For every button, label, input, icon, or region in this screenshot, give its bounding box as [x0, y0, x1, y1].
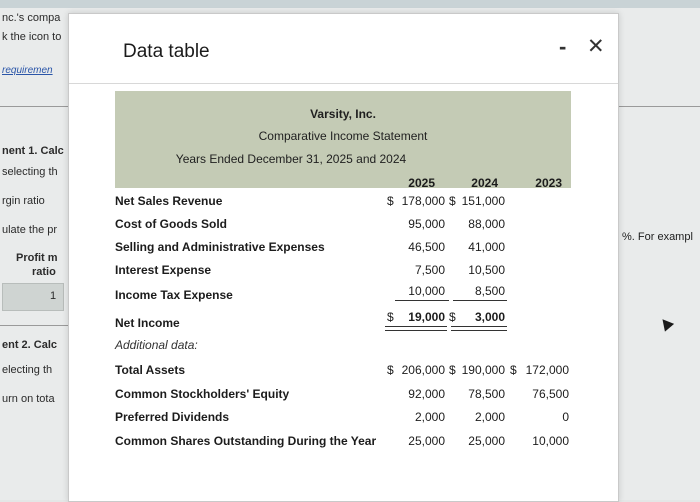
currency-symbol: $	[449, 310, 456, 324]
bg-text-2: k the icon to	[2, 31, 62, 43]
cell-shares-2024: 25,000	[468, 434, 505, 448]
bg-ratio-label: ratio	[32, 266, 56, 278]
cell-sa-2024: 41,000	[468, 240, 505, 254]
bg-text-1: nc.'s compa	[2, 12, 61, 24]
cell-cogs-2024: 88,000	[468, 217, 505, 231]
row-label-total-assets: Total Assets	[115, 363, 186, 377]
background-top-bar	[0, 0, 700, 8]
currency-symbol: $	[387, 194, 394, 208]
statement-period: Years Ended December 31, 2025 and 2024	[175, 152, 407, 166]
cell-tax-2024: 8,500	[474, 284, 505, 298]
cell-interest-2025: 7,500	[414, 263, 445, 277]
cell-interest-2024: 10,500	[468, 263, 505, 277]
year-header-2023: 2023	[535, 176, 562, 190]
bg-text-requirement-1: nent 1. Calc	[2, 145, 64, 157]
row-label-net-income: Net Income	[115, 316, 180, 330]
bg-profit-label: Profit m	[16, 252, 58, 264]
row-label-income-tax: Income Tax Expense	[115, 288, 233, 302]
company-name: Varsity, Inc.	[310, 107, 376, 121]
table-header	[115, 91, 571, 188]
row-label-common-equity: Common Stockholders' Equity	[115, 387, 290, 401]
additional-data-label: Additional data:	[115, 338, 198, 352]
minimize-button[interactable]: -	[559, 34, 567, 59]
cell-equity-2023: 76,500	[532, 387, 569, 401]
cell-total-assets-2024: 190,000	[461, 363, 505, 377]
row-label-shares-outstanding: Common Shares Outstanding During the Year	[115, 434, 377, 448]
bg-right-text: %. For exampl	[622, 231, 693, 243]
total-double-underline	[451, 326, 507, 331]
cell-total-assets-2023: 172,000	[525, 363, 569, 377]
cell-net-sales-2024: 151,000	[461, 194, 505, 208]
cell-net-income-2024: 3,000	[474, 310, 505, 324]
cell-sa-2025: 46,500	[408, 240, 445, 254]
currency-symbol: $	[510, 363, 517, 377]
bg-box-value: 1	[50, 290, 57, 302]
cell-total-assets-2025: 206,000	[401, 363, 445, 377]
subtotal-underline	[453, 300, 507, 301]
bg-text-4: rgin ratio	[2, 195, 45, 207]
modal-title: Data table	[123, 41, 210, 62]
cell-preferred-2023: 0	[562, 410, 569, 424]
currency-symbol: $	[449, 363, 456, 377]
cell-cogs-2025: 95,000	[408, 217, 445, 231]
row-label-selling-admin: Selling and Administrative Expenses	[115, 240, 325, 254]
cell-preferred-2025: 2,000	[414, 410, 445, 424]
currency-symbol: $	[449, 194, 456, 208]
cell-equity-2025: 92,000	[408, 387, 445, 401]
cell-net-income-2025: 19,000	[408, 310, 445, 324]
row-label-cogs: Cost of Goods Sold	[115, 217, 227, 231]
year-header-2024: 2024	[471, 176, 498, 190]
statement-title: Comparative Income Statement	[258, 129, 428, 143]
bg-text-5: ulate the pr	[2, 224, 58, 236]
cell-shares-2023: 10,000	[532, 434, 569, 448]
cell-equity-2024: 78,500	[468, 387, 505, 401]
bg-divider	[0, 106, 68, 107]
cell-net-sales-2025: 178,000	[401, 194, 445, 208]
cell-shares-2025: 25,000	[408, 434, 445, 448]
data-table-modal	[68, 13, 619, 502]
total-double-underline	[385, 326, 447, 331]
currency-symbol: $	[387, 363, 394, 377]
close-icon[interactable]: ✕	[587, 35, 605, 58]
bg-text-7: urn on tota	[2, 393, 55, 405]
bg-divider-2	[0, 325, 68, 326]
requirements-link[interactable]: requiremen	[2, 65, 53, 76]
cell-tax-2025: 10,000	[408, 284, 445, 298]
bg-text-requirement-2: ent 2. Calc	[2, 339, 58, 351]
currency-symbol: $	[387, 310, 394, 324]
row-label-preferred-dividends: Preferred Dividends	[115, 410, 230, 424]
subtotal-underline	[395, 300, 449, 301]
row-label-interest: Interest Expense	[115, 263, 212, 277]
bg-text-3: selecting th	[2, 166, 58, 178]
year-header-2025: 2025	[408, 176, 435, 190]
bg-text-6: electing th	[2, 364, 53, 376]
cell-preferred-2024: 2,000	[474, 410, 505, 424]
modal-divider	[69, 83, 618, 84]
row-label-net-sales: Net Sales Revenue	[115, 194, 223, 208]
